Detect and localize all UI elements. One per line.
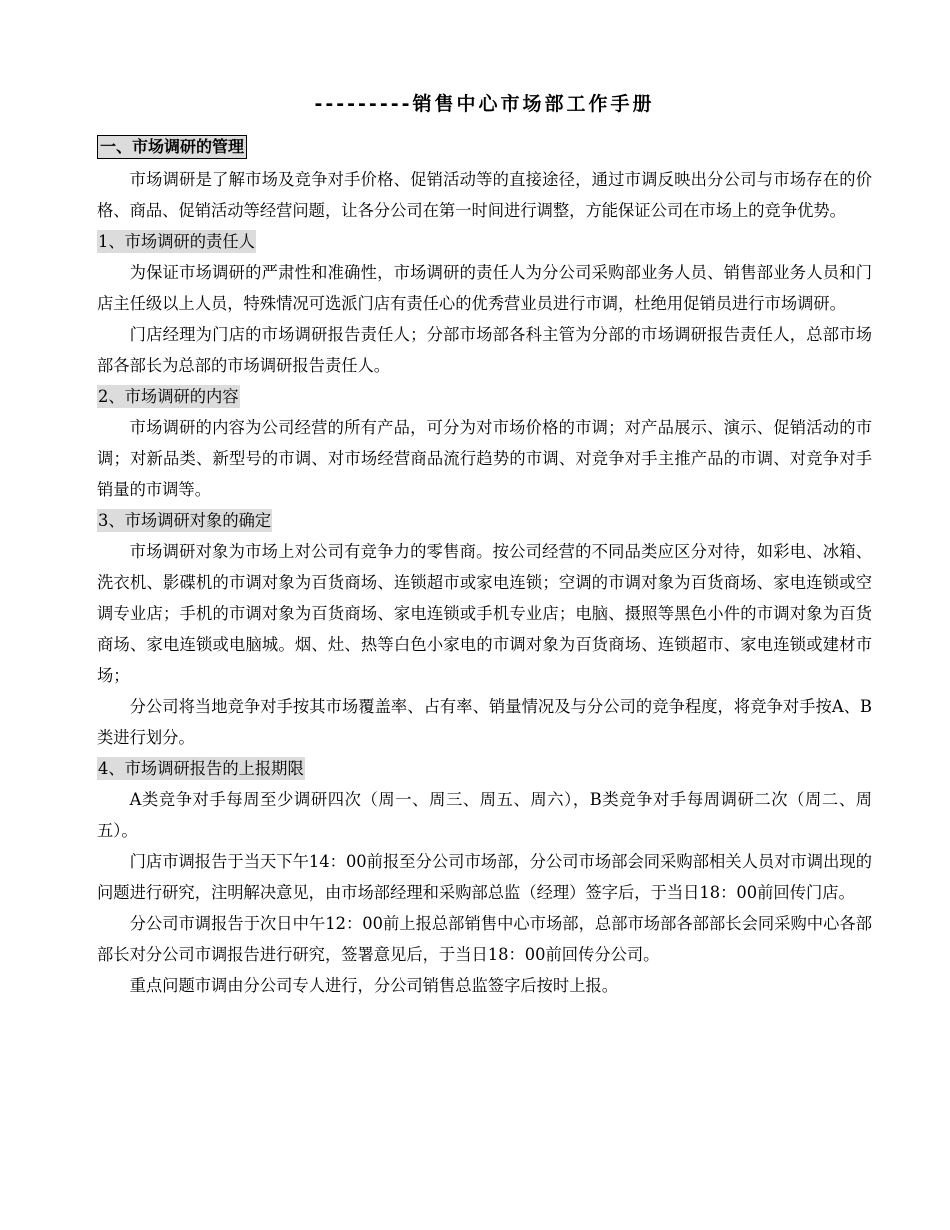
subheading-label: 2、市场调研的内容 [98,387,239,406]
section-heading-market-research: 一、市场调研的管理 [97,135,247,159]
subheading-label: 3、市场调研对象的确定 [98,511,272,530]
subheading-label: 1、市场调研的责任人 [98,232,255,251]
paragraph-research-content: 市场调研的内容为公司经营的所有产品，可分为对市场价格的市调；对产品展示、演示、促销活动的市调；对新品类、新型号的市调、对市场经营商品流行趋势的市调、对竞争对手主推产品的市调、对竞争对手销量的市调等。 [97,418,872,499]
paragraph-key-issues: 重点问题市调由分公司专人进行，分公司销售总监签字后按时上报。 [129,976,619,995]
paragraph-store-report-deadline: 门店市调报告于当天下午14：00前报至分公司市场部，分公司市场部会同采购部相关人员对市调出现的问题进行研究，注明解决意见，由市场部经理和采购部总监（经理）签字后，于当日18：00前回传门店。 [97,852,872,902]
paragraph-report-owners: 门店经理为门店的市场调研报告责任人；分部市场部各科主管为分部的市场调研报告责任人，总部市场部各部长为总部的市场调研报告责任人。 [97,325,872,375]
intro-paragraph: 市场调研是了解市场及竞争对手价格、促销活动等的直接途径，通过市调反映出分公司与市场存在的价格、商品、促销活动等经营问题，让各分公司在第一时间进行调整，方能保证公司在市场上的竞争优势。 [97,170,872,220]
document-title: ---------销售中心市场部工作手册 [314,93,655,115]
paragraph-responsible-persons: 为保证市场调研的严肃性和准确性，市场调研的责任人为分公司采购部业务人员、销售部业务人员和门店主任级以上人员，特殊情况可选派门店有责任心的优秀营业员进行市调，杜绝用促销员进行市场调研。 [97,263,872,313]
paragraph-competitor-classes: 分公司将当地竞争对手按其市场覆盖率、占有率、销量情况及与分公司的竞争程度，将竞争对手按A、B类进行划分。 [97,697,872,747]
subheading-responsible-persons [97,226,872,257]
document-page [97,0,872,1230]
subheading-research-content [97,381,872,412]
document-body [97,164,872,1001]
paragraph-branch-report-deadline: 分公司市调报告于次日中午12：00前上报总部销售中心市场部，总部市场部各部部长会同采购中心各部部长对分公司市调报告进行研究，签署意见后，于当日18：00前回传分公司。 [97,914,872,964]
subheading-report-deadlines [97,753,872,784]
subheading-research-targets [97,505,872,536]
paragraph-research-targets: 市场调研对象为市场上对公司有竞争力的零售商。按公司经营的不同品类应区分对待，如彩电、冰箱、洗衣机、影碟机的市调对象为百货商场、连锁超市或家电连锁；空调的市调对象为百货商场、家电连锁或空调专业店；手机的市调对象为百货商场、家电连锁或手机专业店；电脑、摄照等黑色小件的市调对象为百货商场、家电连锁或电脑城。烟、灶、热等白色小家电的市调对象为百货商场、连锁超市、家电连锁或建材市场； [97,542,872,685]
subheading-label: 4、市场调研报告的上报期限 [98,759,304,778]
paragraph-research-frequency: A类竞争对手每周至少调研四次（周一、周三、周五、周六），B类竞争对手每周调研二次（周二、周五）。 [97,790,872,840]
